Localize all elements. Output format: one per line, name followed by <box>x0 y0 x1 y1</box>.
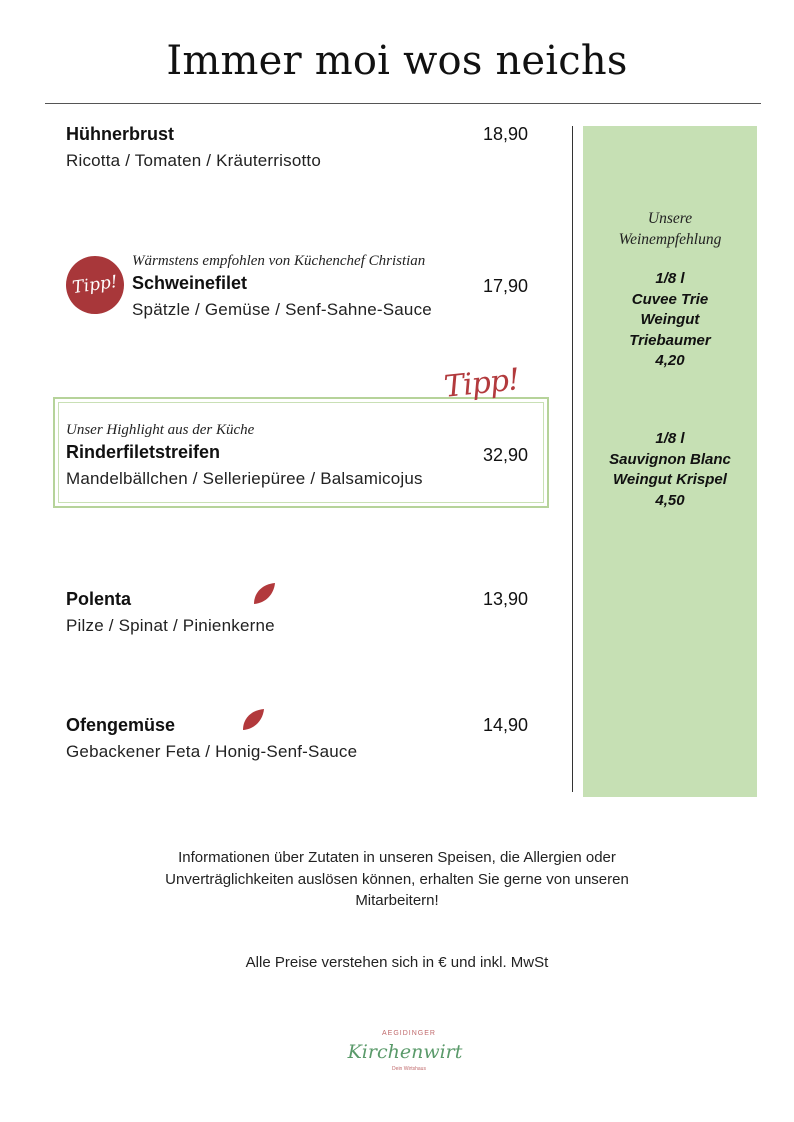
wine-intro <box>583 208 757 250</box>
logo-script-text: Kirchenwirt <box>347 1041 463 1063</box>
chef-recommendation-note: Wärmstens empfohlen von Küchenchef Christian <box>132 253 426 269</box>
kirchenwirt-logo <box>347 1025 467 1075</box>
wine-price: 4,20 <box>655 352 685 369</box>
wine-size: 1/8 l <box>655 270 685 287</box>
price-note: Alle Preise verstehen sich in € und inkl. MwSt <box>245 954 549 971</box>
dish-name: Hühnerbrust <box>66 124 174 144</box>
menu-item-schweinefilet <box>132 253 432 320</box>
dish-description: Pilze / Spinat / Pinienkerne <box>66 616 275 635</box>
tipp-badge-label: Tipp! <box>71 271 119 299</box>
wine-winery: Weingut <box>640 311 700 328</box>
wine-name: Sauvignon Blanc <box>609 450 731 468</box>
dish-name: Ofengemüse <box>66 715 176 735</box>
dish-price: 14,90 <box>482 715 528 735</box>
column-divider <box>572 126 573 792</box>
title-divider <box>45 103 761 104</box>
menu-item-huehnerbrust <box>66 124 321 171</box>
wine-item <box>583 429 757 511</box>
leaf-icon <box>240 708 266 732</box>
dish-name: Rinderfiletstreifen <box>66 442 221 462</box>
menu-item-ofengemuese <box>66 715 357 762</box>
dish-price: 18,90 <box>482 124 528 144</box>
wine-name: Cuvee Trie <box>631 290 709 308</box>
dish-description: Spätzle / Gemüse / Senf-Sahne-Sauce <box>132 300 432 319</box>
dish-price: 32,90 <box>482 445 528 465</box>
allergen-line: Unverträglichkeiten auslösen können, erhalten Sie gerne von unseren <box>165 870 629 888</box>
menu-item-polenta <box>66 589 275 636</box>
allergen-line: Mitarbeitern! <box>355 892 439 909</box>
tipp-script-label: Tipp! <box>442 362 521 405</box>
dish-price: 17,90 <box>482 276 528 296</box>
dish-name: Schweinefilet <box>132 273 248 293</box>
logo-bottom-text: Dein Wirtshaus <box>392 1066 426 1072</box>
wine-size: 1/8 l <box>655 430 685 447</box>
wine-intro-line: Unsere <box>647 210 693 227</box>
leaf-icon <box>251 582 277 606</box>
highlight-note: Unser Highlight aus der Küche <box>66 422 255 438</box>
wine-winery: Triebaumer <box>629 331 711 349</box>
wine-intro-line: Weinempfehlung <box>618 231 722 248</box>
dish-description: Ricotta / Tomaten / Kräuterrisotto <box>66 151 321 170</box>
wine-winery: Weingut Krispel <box>613 471 727 488</box>
wine-item <box>583 269 757 372</box>
dish-price: 13,90 <box>482 589 528 609</box>
logo-top-text: AEGIDINGER <box>382 1030 436 1037</box>
tipp-badge-icon <box>62 252 128 318</box>
allergen-line: Informationen über Zutaten in unseren Speisen, die Allergien oder <box>178 849 616 866</box>
allergen-notice <box>97 847 697 912</box>
dish-name: Polenta <box>66 589 132 609</box>
wine-price: 4,50 <box>655 491 685 509</box>
menu-item-rinderfiletstreifen <box>66 422 423 489</box>
page-title: Immer moi wos neichs <box>166 38 628 84</box>
dish-description: Gebackener Feta / Honig-Senf-Sauce <box>66 742 358 761</box>
dish-description: Mandelbällchen / Selleriepüree / Balsamicojus <box>66 469 423 488</box>
